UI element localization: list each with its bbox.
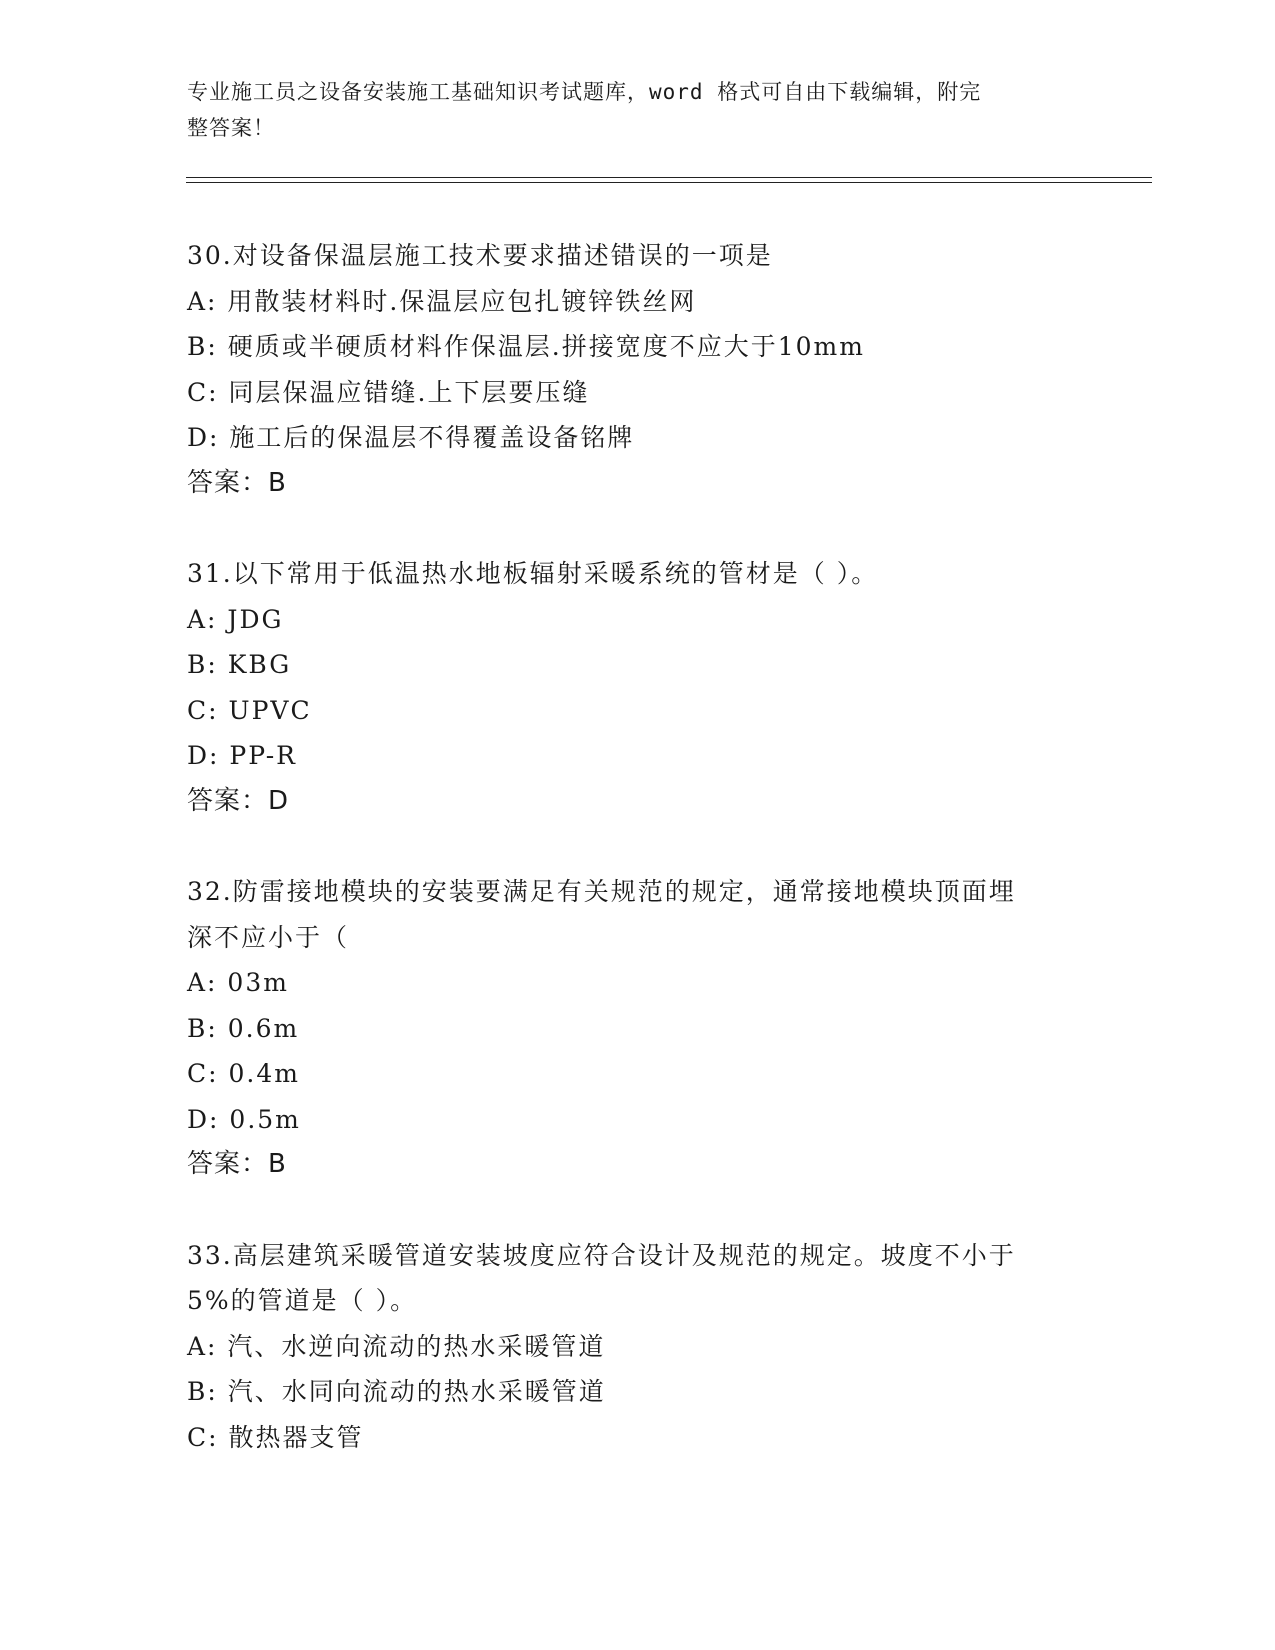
question-stem-line-1: 33.高层建筑采暖管道安装坡度应符合设计及规范的规定。坡度不小于	[187, 1240, 1016, 1270]
option-c: C: UPVC	[187, 695, 312, 725]
option-a: A: 03m	[187, 968, 289, 997]
question-stem: 31.以下常用于低温热水地板辐射采暖系统的管材是（ ）。	[187, 559, 879, 588]
header-line-1: 专业施工员之设备安装施工基础知识考试题库，word 格式可自由下载编辑，附完	[187, 80, 982, 104]
option-c: C: 散热器支管	[187, 1422, 364, 1452]
question-stem-line-2: 深不应小于（	[187, 922, 350, 952]
option-a: A: JDG	[187, 604, 284, 634]
question-stem-line-1: 32.防雷接地模块的安装要满足有关规范的规定，通常接地模块顶面埋	[187, 877, 1016, 906]
header-divider-bottom	[186, 182, 1152, 183]
option-a: A: 汽、水逆向流动的热水采暖管道	[187, 1331, 606, 1361]
option-d: D: 0.5m	[187, 1104, 301, 1134]
option-b: B: KBG	[187, 650, 292, 679]
option-b: B: 汽、水同向流动的热水采暖管道	[187, 1377, 606, 1406]
option-c: C: 同层保温应错缝.上下层要压缝	[187, 377, 590, 407]
header-line-2: 整答案！	[187, 116, 275, 140]
document-header	[187, 74, 1067, 146]
option-a: A: 用散装材料时.保温层应包扎镀锌铁丝网	[187, 286, 697, 316]
option-c: C: 0.4m	[187, 1059, 300, 1088]
question-list	[187, 233, 1087, 1505]
question-32	[187, 869, 1087, 1188]
option-b: B: 硬质或半硬质材料作保温层.拼接宽度不应大于10mm	[187, 332, 865, 361]
option-d: D: PP-R	[187, 741, 297, 770]
question-33	[187, 1233, 1087, 1461]
option-d: D: 施工后的保温层不得覆盖设备铭牌	[187, 423, 635, 452]
answer-label: 答案：B	[187, 467, 287, 498]
question-31	[187, 551, 1087, 824]
answer-label: 答案：B	[187, 1149, 287, 1179]
answer-label: 答案：D	[187, 785, 290, 816]
question-stem: 30.对设备保温层施工技术要求描述错误的一项是	[187, 241, 773, 270]
header-divider-top	[186, 177, 1152, 178]
question-stem-line-2: 5%的管道是（ ）。	[187, 1286, 418, 1315]
option-b: B: 0.6m	[187, 1013, 300, 1043]
question-30	[187, 233, 1087, 506]
